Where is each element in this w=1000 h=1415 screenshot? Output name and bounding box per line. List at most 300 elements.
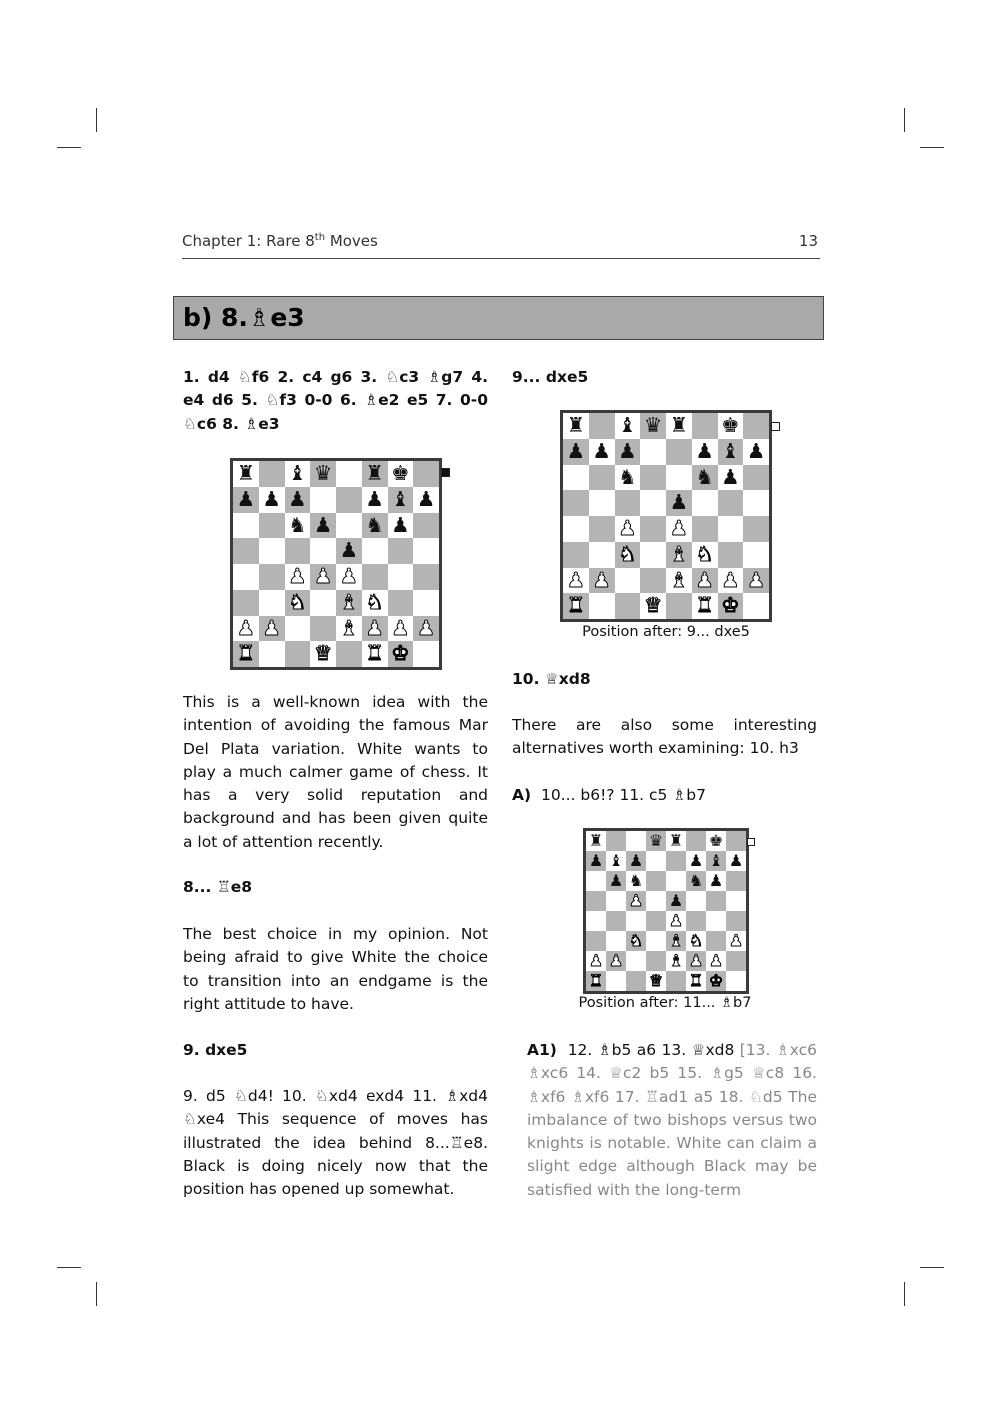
board-square bbox=[362, 564, 388, 590]
board-square bbox=[413, 513, 439, 539]
black-queen-icon: ♛ bbox=[648, 831, 664, 850]
board-square bbox=[413, 641, 439, 667]
crop-mark bbox=[904, 108, 905, 132]
board-square bbox=[686, 931, 706, 951]
board-square bbox=[413, 461, 439, 487]
black-rook-icon: ♜ bbox=[668, 831, 684, 850]
board-square bbox=[686, 971, 706, 991]
running-header bbox=[182, 228, 820, 259]
board-square bbox=[606, 831, 626, 851]
board-square bbox=[640, 439, 666, 465]
board-square bbox=[692, 413, 718, 439]
board-square bbox=[706, 931, 726, 951]
board-square bbox=[686, 911, 706, 931]
white-rook-icon: ♜ bbox=[236, 641, 256, 666]
board-square bbox=[563, 568, 589, 594]
board-square bbox=[615, 465, 641, 491]
white-king-icon: ♚ bbox=[391, 641, 410, 666]
board-square bbox=[666, 831, 686, 851]
board-square bbox=[259, 590, 285, 616]
white-queen-icon: ♛ bbox=[643, 593, 663, 618]
board-square bbox=[615, 413, 641, 439]
board-square bbox=[706, 871, 726, 891]
black-pawn-icon: ♟ bbox=[288, 486, 307, 511]
board-square bbox=[259, 641, 285, 667]
board-square bbox=[388, 641, 414, 667]
board-square bbox=[646, 951, 666, 971]
crop-mark bbox=[904, 1282, 905, 1306]
board-square bbox=[706, 911, 726, 931]
board-square bbox=[692, 516, 718, 542]
section-heading bbox=[173, 296, 824, 340]
board-square bbox=[666, 439, 692, 465]
board-square bbox=[640, 490, 666, 516]
board-square bbox=[718, 542, 744, 568]
board-square bbox=[626, 951, 646, 971]
board-square bbox=[626, 911, 646, 931]
board-square bbox=[640, 516, 666, 542]
board-square bbox=[640, 413, 666, 439]
board-square bbox=[388, 538, 414, 564]
board-square bbox=[586, 931, 606, 951]
white-knight-icon: ♞ bbox=[688, 931, 704, 950]
white-knight-icon: ♞ bbox=[618, 541, 637, 566]
white-pawn-icon: ♟ bbox=[262, 615, 281, 640]
board-square bbox=[686, 871, 706, 891]
paragraph-d5-line: 9. d5 ♘d4! 10. ♘xd4 exd4 11. ♗xd4 ♘xe4 This sequence of moves has illustrated the idea behind 8...♖e8. Black is doing nicely now that the position has opened up somewhat. bbox=[183, 1087, 488, 1199]
board-square bbox=[606, 951, 626, 971]
variation-a bbox=[512, 784, 817, 807]
board-square bbox=[686, 951, 706, 971]
black-king-icon: ♚ bbox=[391, 461, 410, 485]
board-square bbox=[626, 971, 646, 991]
board-square bbox=[259, 461, 285, 487]
move-9b-heading: 9... dxe5 bbox=[512, 368, 589, 386]
board-square bbox=[692, 568, 718, 594]
board-square bbox=[615, 439, 641, 465]
board-square bbox=[706, 971, 726, 991]
board-square bbox=[692, 542, 718, 568]
board-square bbox=[666, 851, 686, 871]
variation-a1-label: A1) bbox=[527, 1041, 557, 1059]
white-pawn-icon: ♟ bbox=[708, 951, 724, 970]
board-square bbox=[646, 831, 666, 851]
white-knight-icon: ♞ bbox=[628, 931, 644, 950]
board-square bbox=[589, 568, 615, 594]
board-square bbox=[666, 593, 692, 619]
board-square bbox=[233, 461, 259, 487]
board-square bbox=[563, 439, 589, 465]
board-square bbox=[743, 465, 769, 491]
board-square bbox=[686, 891, 706, 911]
white-bishop-icon: ♝ bbox=[668, 951, 684, 970]
white-king-icon: ♚ bbox=[721, 593, 740, 618]
white-knight-icon: ♞ bbox=[695, 541, 714, 566]
board-square bbox=[692, 490, 718, 516]
board-square bbox=[586, 871, 606, 891]
white-pawn-icon: ♟ bbox=[236, 615, 256, 640]
white-to-move-indicator bbox=[771, 422, 780, 431]
black-rook-icon: ♜ bbox=[588, 831, 604, 850]
board-square bbox=[388, 461, 414, 487]
board-square bbox=[743, 490, 769, 516]
white-rook-icon: ♜ bbox=[688, 971, 704, 990]
board-square bbox=[285, 538, 311, 564]
board-square bbox=[666, 568, 692, 594]
board-square bbox=[336, 513, 362, 539]
board-square bbox=[606, 971, 626, 991]
board-square bbox=[310, 616, 336, 642]
board-square bbox=[626, 931, 646, 951]
black-pawn-icon: ♟ bbox=[262, 486, 281, 511]
white-pawn-icon: ♟ bbox=[339, 564, 359, 588]
black-queen-icon: ♛ bbox=[313, 461, 333, 485]
board-square bbox=[726, 891, 746, 911]
board-square bbox=[606, 931, 626, 951]
board-square bbox=[285, 513, 311, 539]
black-rook-icon: ♜ bbox=[566, 413, 586, 437]
board-square bbox=[336, 590, 362, 616]
board-square bbox=[336, 616, 362, 642]
white-bishop-icon: ♝ bbox=[669, 567, 689, 592]
board-square bbox=[586, 911, 606, 931]
black-pawn-icon: ♟ bbox=[592, 438, 611, 463]
crop-mark bbox=[96, 1282, 97, 1306]
black-knight-icon: ♞ bbox=[688, 871, 704, 890]
white-bishop-icon: ♝ bbox=[668, 931, 684, 950]
black-pawn-icon: ♟ bbox=[339, 538, 359, 563]
board-square bbox=[718, 413, 744, 439]
move-10-heading: 10. ♕xd8 bbox=[512, 670, 591, 688]
black-pawn-icon: ♟ bbox=[695, 438, 714, 463]
board-square bbox=[615, 593, 641, 619]
move-9-heading: 9. dxe5 bbox=[183, 1041, 248, 1059]
board-square bbox=[285, 641, 311, 667]
board-square bbox=[726, 971, 746, 991]
board-square bbox=[706, 851, 726, 871]
board-square bbox=[233, 564, 259, 590]
board-square bbox=[692, 465, 718, 491]
page-number: 13 bbox=[798, 232, 818, 250]
board-square bbox=[589, 542, 615, 568]
black-knight-icon: ♞ bbox=[288, 512, 307, 537]
board-square bbox=[646, 891, 666, 911]
white-pawn-icon: ♟ bbox=[592, 567, 611, 592]
board-square bbox=[259, 564, 285, 590]
board-square bbox=[388, 564, 414, 590]
black-pawn-icon: ♟ bbox=[721, 464, 740, 489]
board-square bbox=[706, 891, 726, 911]
board-square bbox=[726, 931, 746, 951]
white-pawn-icon: ♟ bbox=[288, 564, 307, 588]
intro-moves: 1. d4 ♘f6 2. c4 g6 3. ♘c3 ♗g7 4. e4 d6 5. ♘f3 0-0 6. ♗e2 e5 7. 0-0 ♘c6 8. ♗e3 bbox=[183, 368, 488, 433]
board-square bbox=[615, 542, 641, 568]
white-pawn-icon: ♟ bbox=[416, 615, 436, 640]
paragraph-idea: This is a well-known idea with the intention of avoiding the famous Mar Del Plata variation. White wants to play a much calmer game of chess. It has a very solid reputation and background and has been given quite a lot of attention recently. bbox=[183, 693, 488, 851]
board-square bbox=[626, 891, 646, 911]
board-square bbox=[362, 616, 388, 642]
board-square bbox=[259, 538, 285, 564]
board-square bbox=[626, 851, 646, 871]
board-square bbox=[310, 513, 336, 539]
board-square bbox=[310, 461, 336, 487]
board-square bbox=[726, 871, 746, 891]
board-square bbox=[646, 871, 666, 891]
board-square bbox=[586, 951, 606, 971]
board-square bbox=[743, 542, 769, 568]
board-square bbox=[606, 911, 626, 931]
black-pawn-icon: ♟ bbox=[708, 871, 724, 890]
board-square bbox=[615, 516, 641, 542]
board-square bbox=[692, 439, 718, 465]
white-to-move-indicator bbox=[747, 838, 755, 846]
board-square bbox=[589, 593, 615, 619]
black-bishop-icon: ♝ bbox=[721, 438, 740, 463]
board-square bbox=[310, 590, 336, 616]
board-square bbox=[388, 487, 414, 513]
board-square bbox=[285, 461, 311, 487]
white-pawn-icon: ♟ bbox=[695, 567, 714, 592]
white-bishop-icon: ♝ bbox=[669, 541, 689, 566]
black-bishop-icon: ♝ bbox=[618, 413, 637, 437]
white-rook-icon: ♜ bbox=[566, 593, 586, 618]
board-square bbox=[310, 538, 336, 564]
board-square bbox=[726, 831, 746, 851]
board-square bbox=[640, 542, 666, 568]
white-pawn-icon: ♟ bbox=[566, 567, 586, 592]
black-pawn-icon: ♟ bbox=[728, 851, 744, 870]
board-square bbox=[686, 831, 706, 851]
board-square bbox=[626, 871, 646, 891]
board-square bbox=[640, 568, 666, 594]
board-square bbox=[285, 616, 311, 642]
white-pawn-icon: ♟ bbox=[588, 951, 604, 970]
board-square bbox=[718, 516, 744, 542]
board-square bbox=[726, 911, 746, 931]
black-knight-icon: ♞ bbox=[365, 512, 384, 537]
board-square bbox=[362, 538, 388, 564]
board-square bbox=[336, 461, 362, 487]
section-title: b) 8.♗e3 bbox=[183, 303, 305, 332]
board-square bbox=[362, 590, 388, 616]
black-knight-icon: ♞ bbox=[695, 464, 714, 489]
board-square bbox=[285, 487, 311, 513]
crop-mark bbox=[920, 1267, 944, 1268]
black-pawn-icon: ♟ bbox=[365, 486, 384, 511]
black-pawn-icon: ♟ bbox=[618, 438, 637, 463]
black-pawn-icon: ♟ bbox=[313, 512, 333, 537]
black-pawn-icon: ♟ bbox=[746, 438, 766, 463]
white-pawn-icon: ♟ bbox=[668, 911, 684, 930]
board-square bbox=[413, 564, 439, 590]
white-pawn-icon: ♟ bbox=[391, 615, 410, 640]
black-pawn-icon: ♟ bbox=[608, 871, 624, 890]
board-square bbox=[233, 616, 259, 642]
board-square bbox=[743, 413, 769, 439]
board-square bbox=[743, 568, 769, 594]
white-pawn-icon: ♟ bbox=[688, 951, 704, 970]
chapter-prefix: Chapter 1: Rare 8 bbox=[182, 232, 315, 250]
chapter-suffix: Moves bbox=[325, 232, 378, 250]
board-square bbox=[692, 593, 718, 619]
board-square bbox=[563, 593, 589, 619]
black-pawn-icon: ♟ bbox=[416, 486, 436, 511]
black-king-icon: ♚ bbox=[708, 831, 724, 850]
board-square bbox=[743, 516, 769, 542]
board-square bbox=[640, 593, 666, 619]
board-square bbox=[718, 568, 744, 594]
chess-diagram-3 bbox=[583, 828, 749, 994]
board-square bbox=[706, 951, 726, 971]
board-square bbox=[589, 413, 615, 439]
variation-a-label: A) bbox=[512, 786, 532, 804]
board-square bbox=[336, 538, 362, 564]
chapter-title bbox=[182, 232, 378, 250]
crop-mark bbox=[96, 108, 97, 132]
board-square bbox=[563, 413, 589, 439]
board-square bbox=[285, 590, 311, 616]
board-square bbox=[563, 516, 589, 542]
move-8-heading: 8... ♖e8 bbox=[183, 878, 253, 896]
board-square bbox=[413, 487, 439, 513]
board-square bbox=[259, 616, 285, 642]
board-square bbox=[413, 538, 439, 564]
board-square bbox=[606, 871, 626, 891]
variation-a1 bbox=[527, 1039, 817, 1202]
black-knight-icon: ♞ bbox=[628, 871, 644, 890]
board-square bbox=[259, 513, 285, 539]
white-pawn-icon: ♟ bbox=[628, 891, 644, 910]
variation-a-moves: 10... b6!? 11. c5 ♗b7 bbox=[540, 786, 706, 804]
board-square bbox=[626, 831, 646, 851]
board-square bbox=[336, 564, 362, 590]
board-square bbox=[666, 490, 692, 516]
board-square bbox=[589, 465, 615, 491]
white-pawn-icon: ♟ bbox=[721, 567, 740, 592]
black-pawn-icon: ♟ bbox=[688, 851, 704, 870]
board-square bbox=[706, 831, 726, 851]
variation-a1-subline: [13. ♗xc6 ♗xc6 14. ♕c2 b5 15. ♗g5 ♕c8 16. ♗xf6 ♗xf6 17. ♖ad1 a5 18. ♘d5 The imbalance of two bishops versus two knights is notable. White can claim a slight edge although Black may be satisfied with the long-term bbox=[527, 1041, 817, 1199]
board-square bbox=[586, 891, 606, 911]
board-square bbox=[666, 951, 686, 971]
board-square bbox=[233, 590, 259, 616]
black-bishop-icon: ♝ bbox=[608, 851, 624, 870]
board-square bbox=[285, 564, 311, 590]
board-square bbox=[743, 593, 769, 619]
chess-diagram-1 bbox=[230, 458, 442, 670]
white-pawn-icon: ♟ bbox=[313, 564, 333, 588]
black-rook-icon: ♜ bbox=[669, 413, 689, 437]
black-pawn-icon: ♟ bbox=[669, 490, 689, 515]
chapter-sup: th bbox=[314, 232, 326, 243]
board-square bbox=[718, 465, 744, 491]
board-square bbox=[666, 911, 686, 931]
board-square bbox=[666, 891, 686, 911]
white-queen-icon: ♛ bbox=[313, 641, 333, 666]
board-square bbox=[413, 590, 439, 616]
black-pawn-icon: ♟ bbox=[628, 851, 644, 870]
white-pawn-icon: ♟ bbox=[608, 951, 624, 970]
board-square bbox=[310, 641, 336, 667]
board-square bbox=[563, 490, 589, 516]
board-square bbox=[589, 439, 615, 465]
board-square bbox=[666, 516, 692, 542]
black-pawn-icon: ♟ bbox=[391, 512, 410, 537]
board-square bbox=[726, 951, 746, 971]
board-square bbox=[743, 439, 769, 465]
black-bishop-icon: ♝ bbox=[391, 486, 410, 511]
white-knight-icon: ♞ bbox=[365, 589, 384, 614]
board-square bbox=[666, 931, 686, 951]
board-square bbox=[666, 871, 686, 891]
board-square bbox=[718, 593, 744, 619]
white-pawn-icon: ♟ bbox=[746, 567, 766, 592]
board-square bbox=[388, 513, 414, 539]
board-square bbox=[563, 542, 589, 568]
paragraph-alternatives: There are also some interesting alternatives worth examining: 10. h3 bbox=[512, 716, 817, 758]
board-square bbox=[615, 490, 641, 516]
board-square bbox=[718, 490, 744, 516]
board-square bbox=[362, 641, 388, 667]
board-square bbox=[586, 851, 606, 871]
board-square bbox=[362, 461, 388, 487]
black-pawn-icon: ♟ bbox=[588, 851, 604, 870]
white-bishop-icon: ♝ bbox=[339, 589, 359, 614]
black-king-icon: ♚ bbox=[721, 413, 740, 437]
board-square bbox=[589, 490, 615, 516]
black-to-move-indicator bbox=[441, 468, 450, 477]
board-square bbox=[666, 413, 692, 439]
board-square bbox=[586, 831, 606, 851]
board-square bbox=[666, 465, 692, 491]
white-rook-icon: ♜ bbox=[365, 641, 384, 666]
board-square bbox=[233, 487, 259, 513]
diagram-caption-1: Position after: 9... dxe5 bbox=[582, 624, 750, 640]
white-pawn-icon: ♟ bbox=[669, 516, 689, 540]
white-pawn-icon: ♟ bbox=[728, 931, 744, 950]
board-square bbox=[233, 641, 259, 667]
board-square bbox=[413, 616, 439, 642]
paragraph-best-choice: The best choice in my opinion. Not being afraid to give White the choice to transition into an endgame is the right attitude to have. bbox=[183, 925, 488, 1013]
board-square bbox=[666, 971, 686, 991]
black-pawn-icon: ♟ bbox=[566, 438, 586, 463]
black-pawn-icon: ♟ bbox=[668, 891, 684, 910]
chess-diagram-2 bbox=[560, 410, 772, 622]
board-square bbox=[606, 851, 626, 871]
board-square bbox=[646, 971, 666, 991]
black-knight-icon: ♞ bbox=[618, 464, 637, 489]
white-king-icon: ♚ bbox=[708, 971, 724, 990]
board-square bbox=[640, 465, 666, 491]
crop-mark bbox=[57, 1267, 81, 1268]
white-pawn-icon: ♟ bbox=[365, 615, 384, 640]
variation-a1-moves: 12. ♗b5 a6 13. ♕xd8 bbox=[567, 1041, 735, 1059]
board-square bbox=[362, 487, 388, 513]
black-queen-icon: ♛ bbox=[643, 413, 663, 437]
board-square bbox=[589, 516, 615, 542]
board-square bbox=[310, 487, 336, 513]
board-square bbox=[310, 564, 336, 590]
black-rook-icon: ♜ bbox=[365, 461, 384, 485]
board-square bbox=[233, 513, 259, 539]
board-square bbox=[606, 891, 626, 911]
board-square bbox=[233, 538, 259, 564]
black-bishop-icon: ♝ bbox=[708, 851, 724, 870]
board-square bbox=[259, 487, 285, 513]
diagram-caption-2: Position after: 11... ♗b7 bbox=[578, 995, 752, 1011]
board-square bbox=[615, 568, 641, 594]
white-rook-icon: ♜ bbox=[588, 971, 604, 990]
